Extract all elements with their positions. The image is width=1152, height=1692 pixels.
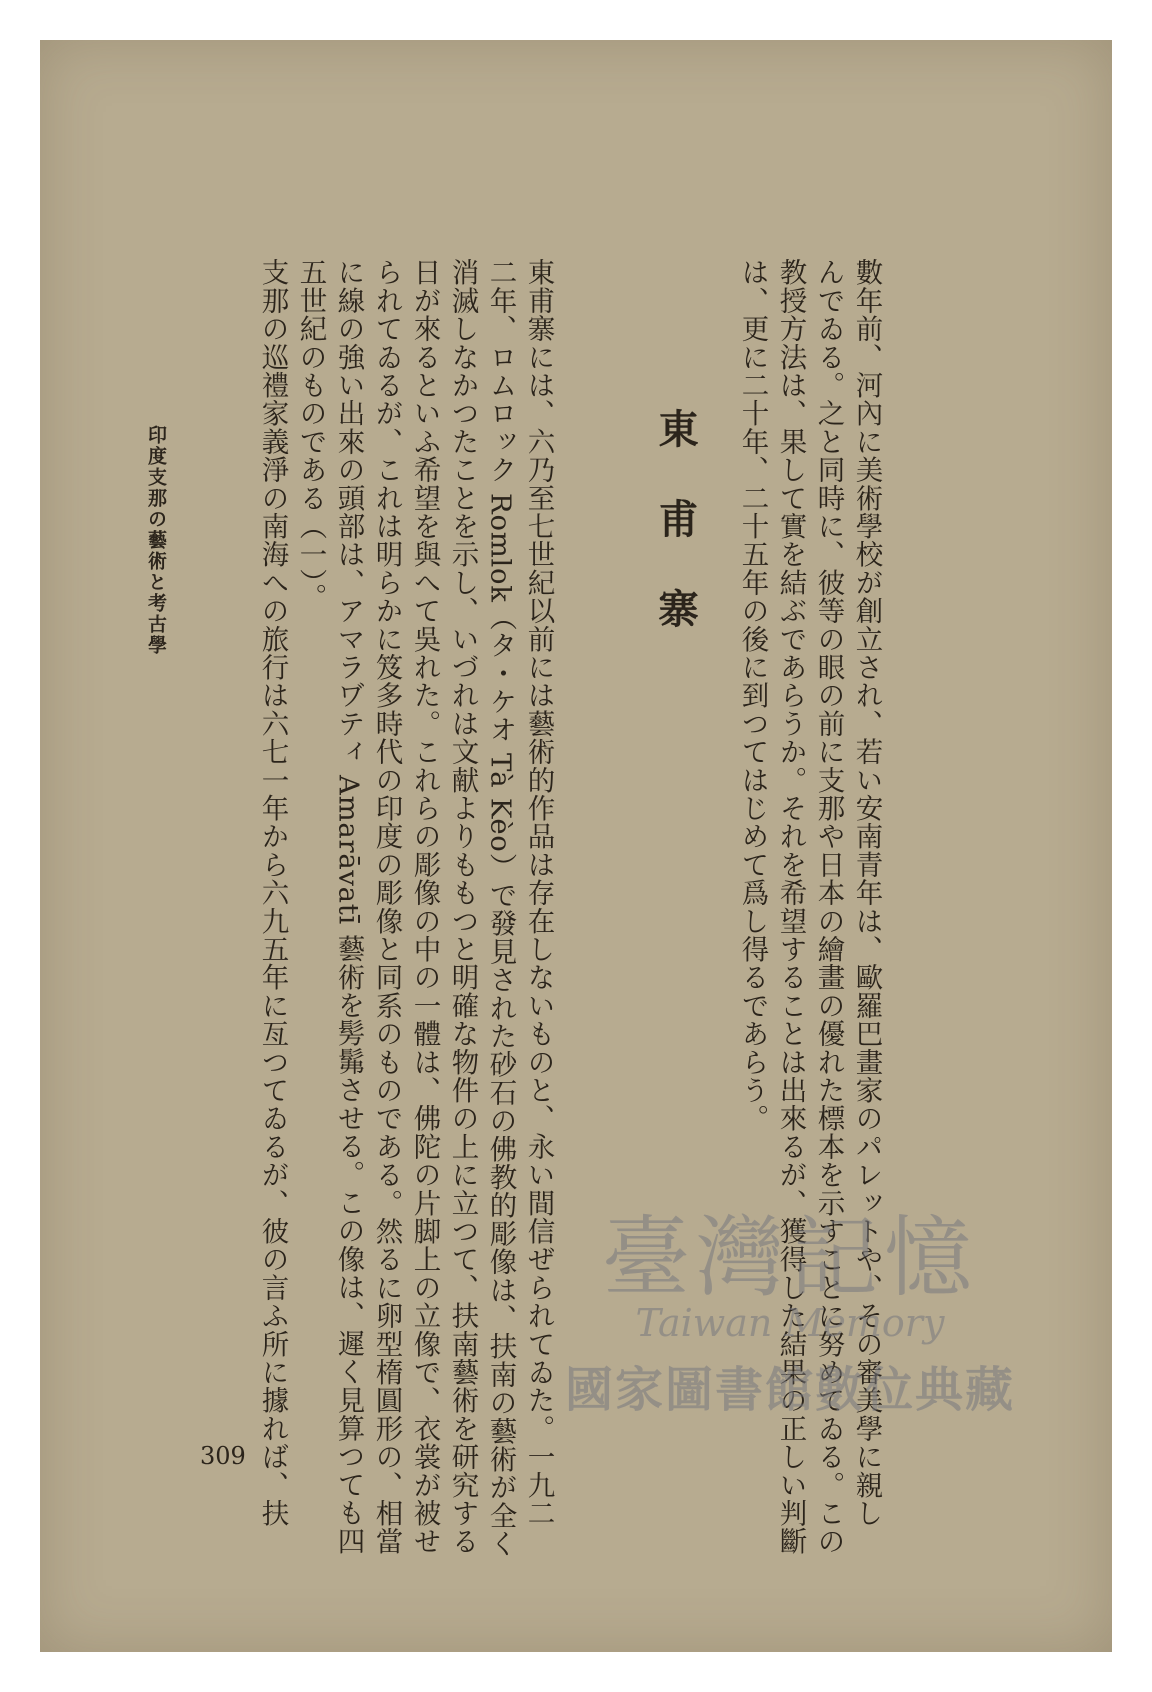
text-column: んでゐる。之と同時に、彼等の眼の前に支那や日本の繪畫の優れた標本を示すことに努めてゐる。この — [812, 258, 845, 1556]
text-column: 日が來るといふ希望を與へて吳れた。これらの彫像の中の一體は、佛陀の片脚上の立像で、衣裳が被せ — [408, 258, 441, 1556]
section-heading: 東甫寨 — [652, 408, 699, 678]
watermark-chinese: 臺灣記憶 — [601, 1206, 978, 1309]
text-column: 數年前、河內に美術學校が創立され、若い安南青年は、歐羅巴畫家のパレットや、その審美學に親し — [850, 258, 883, 1527]
text-column: は、更に二十年、二十五年の後に到つてはじめて爲し得るであらう。 — [736, 258, 769, 1133]
text-column: 支那の巡禮家義淨の南海への旅行は六七一年から六九五年に亙つてゐるが、彼の言ふ所に據れば、扶 — [256, 258, 289, 1527]
text-column: 五世紀のものである（一）。 — [294, 258, 327, 611]
text-column: 二年、ロムロック Romlok（タ・ケオ Tà Kèo）で發見された砂石の佛教的彫像は、扶南の藝術が全く — [484, 258, 517, 1558]
text-column: られてゐるが、これは明らかに笈多時代の印度の彫像と同系のものである。然るに卵型楕圓形の、相當 — [370, 258, 403, 1556]
page-number: 309 — [200, 1442, 246, 1470]
text-column: 消滅しなかつたことを示し、いづれは文献よりももつと明確な物件の上に立つて、扶南藝術を研究する — [446, 258, 479, 1556]
text-column: 教授方法は、果して實を結ぶであらうか。それを希望することは出來るが、獲得した結果の正しい判斷 — [774, 258, 807, 1556]
library-watermark — [540, 1206, 1040, 1420]
running-head: 印度支那の藝術と考古學 — [145, 425, 167, 656]
text-column: に線の強い出來の頭部は、アマラヷティ Amarāvatī 藝術を髣髴させる。この像は、遲く見算つても四 — [332, 258, 365, 1555]
watermark-english: Taiwan Memory — [635, 1300, 945, 1345]
text-column: 東甫寨には、六乃至七世紀以前には藝術的作品は存在しないものと、永い間信ぜられてゐた。一九二 — [522, 258, 555, 1527]
watermark-subtitle: 國家圖書館數位典藏 — [564, 1361, 1015, 1418]
